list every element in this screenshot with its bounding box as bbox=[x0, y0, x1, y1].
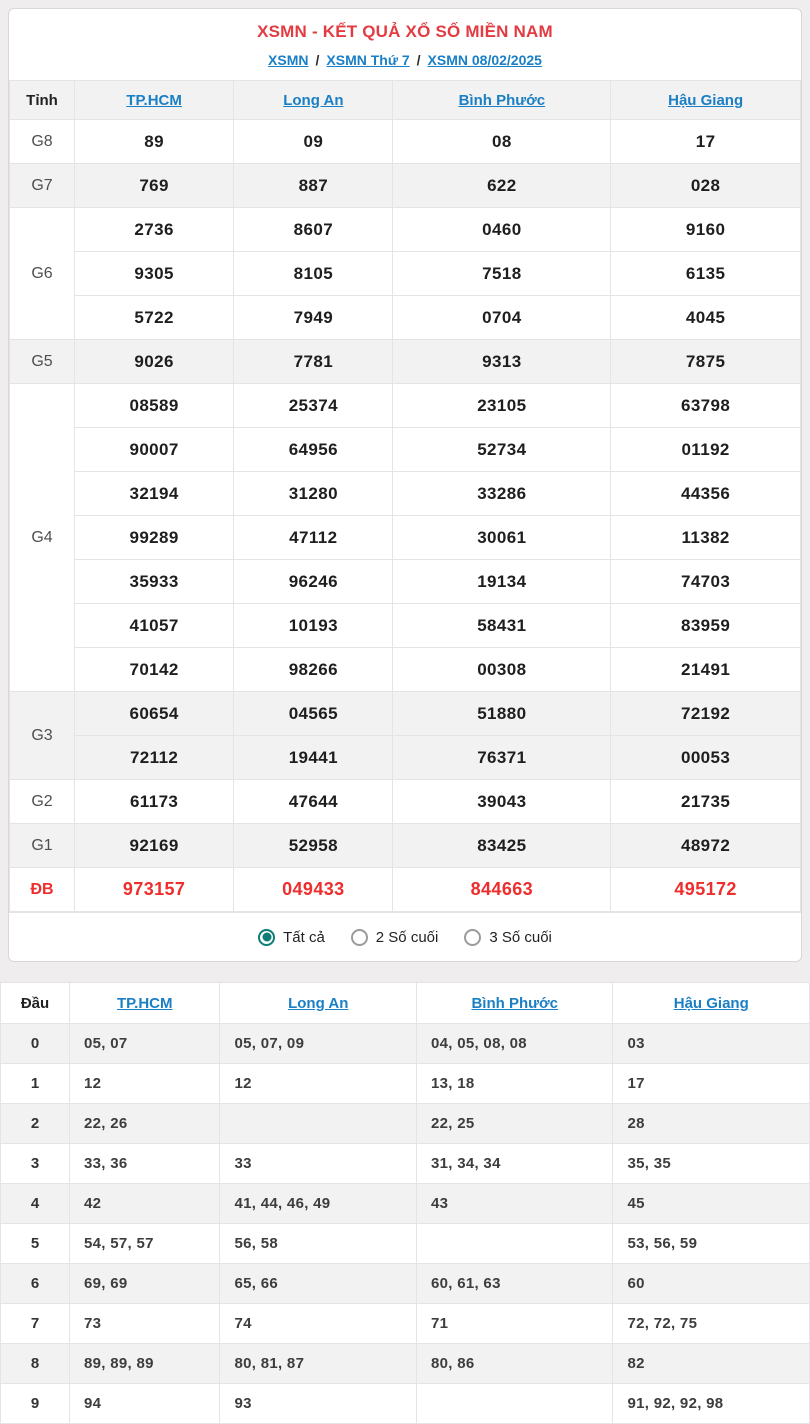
result-value: 7518 bbox=[393, 252, 611, 296]
tails-province-link-tphcm[interactable]: TP.HCM bbox=[116, 994, 173, 1012]
result-value: 5722 bbox=[75, 296, 234, 340]
result-value: 90007 bbox=[75, 428, 234, 472]
tails-value-cell: 42 bbox=[70, 1184, 220, 1224]
tails-row-4 bbox=[1, 1184, 810, 1224]
tails-digit-label: 6 bbox=[1, 1264, 70, 1304]
tails-value-cell: 33, 36 bbox=[70, 1144, 220, 1184]
breadcrumb-link-xsmn[interactable]: XSMN bbox=[268, 52, 309, 68]
province-link-haugiang[interactable]: Hậu Giang bbox=[668, 91, 744, 109]
result-value: 30061 bbox=[393, 516, 611, 560]
result-value: 9305 bbox=[75, 252, 234, 296]
result-value: 495172 bbox=[611, 868, 801, 912]
province-link-tphcm[interactable]: TP.HCM bbox=[126, 91, 182, 109]
radio-unselected-icon[interactable] bbox=[464, 929, 481, 946]
breadcrumb bbox=[9, 47, 801, 80]
filter-option-label: 2 Số cuối bbox=[375, 928, 439, 946]
result-value: 96246 bbox=[234, 560, 393, 604]
prize-label-g3: G3 bbox=[10, 692, 75, 780]
tails-value-cell: 72, 72, 75 bbox=[613, 1304, 810, 1344]
results-row-g3-1 bbox=[10, 692, 801, 736]
tails-value-cell: 65, 66 bbox=[220, 1264, 417, 1304]
result-value: 7781 bbox=[234, 340, 393, 384]
result-value: 0460 bbox=[393, 208, 611, 252]
result-value: 76371 bbox=[393, 736, 611, 780]
results-row-g4-4 bbox=[10, 516, 801, 560]
result-value: 21491 bbox=[611, 648, 801, 692]
tails-value-cell: 60 bbox=[613, 1264, 810, 1304]
tails-value-cell: 12 bbox=[220, 1064, 417, 1104]
tails-value-cell: 69, 69 bbox=[70, 1264, 220, 1304]
result-value: 769 bbox=[75, 164, 234, 208]
tails-value-cell: 80, 86 bbox=[416, 1344, 613, 1384]
tails-row-6 bbox=[1, 1264, 810, 1304]
result-value: 47112 bbox=[234, 516, 393, 560]
breadcrumb-separator: / bbox=[416, 52, 421, 68]
tails-digit-label: 8 bbox=[1, 1344, 70, 1384]
results-row-đb bbox=[10, 868, 801, 912]
result-value: 00308 bbox=[393, 648, 611, 692]
result-value: 25374 bbox=[234, 384, 393, 428]
result-value: 19441 bbox=[234, 736, 393, 780]
results-row-g4-5 bbox=[10, 560, 801, 604]
result-value: 08589 bbox=[75, 384, 234, 428]
results-row-g7 bbox=[10, 164, 801, 208]
tails-value-cell: 03 bbox=[613, 1024, 810, 1064]
results-body bbox=[10, 120, 801, 912]
result-value: 72112 bbox=[75, 736, 234, 780]
result-value: 32194 bbox=[75, 472, 234, 516]
radio-unselected-icon[interactable] bbox=[351, 929, 368, 946]
tails-province-link-haugiang[interactable]: Hậu Giang bbox=[673, 994, 749, 1012]
result-value: 48972 bbox=[611, 824, 801, 868]
result-value: 64956 bbox=[234, 428, 393, 472]
tails-value-cell bbox=[416, 1224, 613, 1264]
result-value: 58431 bbox=[393, 604, 611, 648]
filter-option-label: 3 Số cuối bbox=[489, 928, 552, 946]
result-value: 844663 bbox=[393, 868, 611, 912]
filter-option-2[interactable] bbox=[464, 929, 552, 946]
result-value: 31280 bbox=[234, 472, 393, 516]
page-title: XSMN - KẾT QUẢ XỔ SỐ MIỀN NAM bbox=[257, 22, 553, 41]
result-value: 17 bbox=[611, 120, 801, 164]
tails-value-cell bbox=[220, 1104, 417, 1144]
results-row-g4-6 bbox=[10, 604, 801, 648]
result-value: 8105 bbox=[234, 252, 393, 296]
tails-value-cell: 35, 35 bbox=[613, 1144, 810, 1184]
result-value: 83425 bbox=[393, 824, 611, 868]
tails-value-cell: 91, 92, 92, 98 bbox=[613, 1384, 810, 1424]
prize-label-g7: G7 bbox=[10, 164, 75, 208]
results-table bbox=[9, 80, 801, 912]
tails-digit-label: 4 bbox=[1, 1184, 70, 1224]
tails-value-cell: 22, 26 bbox=[70, 1104, 220, 1144]
result-value: 7949 bbox=[234, 296, 393, 340]
tails-value-cell: 22, 25 bbox=[416, 1104, 613, 1144]
result-value: 33286 bbox=[393, 472, 611, 516]
prize-label-g4: G4 bbox=[10, 384, 75, 692]
tails-corner-label: Đầu bbox=[1, 983, 70, 1024]
tails-digit-label: 3 bbox=[1, 1144, 70, 1184]
tails-value-cell: 13, 18 bbox=[416, 1064, 613, 1104]
results-row-g4-2 bbox=[10, 428, 801, 472]
tails-digit-label: 5 bbox=[1, 1224, 70, 1264]
tails-body bbox=[1, 1024, 810, 1424]
tails-value-cell: 12 bbox=[70, 1064, 220, 1104]
results-row-g2 bbox=[10, 780, 801, 824]
tails-value-cell: 33 bbox=[220, 1144, 417, 1184]
tails-value-cell: 54, 57, 57 bbox=[70, 1224, 220, 1264]
results-row-g1 bbox=[10, 824, 801, 868]
tails-province-link-binhphuoc[interactable]: Bình Phước bbox=[471, 994, 558, 1012]
result-value: 92169 bbox=[75, 824, 234, 868]
breadcrumb-link-date[interactable]: XSMN 08/02/2025 bbox=[427, 52, 542, 68]
province-header-longan bbox=[234, 81, 393, 120]
result-value: 44356 bbox=[611, 472, 801, 516]
prize-label-g6: G6 bbox=[10, 208, 75, 340]
tails-value-cell: 45 bbox=[613, 1184, 810, 1224]
tails-digit-label: 2 bbox=[1, 1104, 70, 1144]
breadcrumb-separator: / bbox=[315, 52, 320, 68]
tails-value-cell: 53, 56, 59 bbox=[613, 1224, 810, 1264]
province-link-binhphuoc[interactable]: Bình Phước bbox=[458, 91, 546, 109]
radio-selected-icon[interactable] bbox=[258, 929, 275, 946]
result-value: 0704 bbox=[393, 296, 611, 340]
result-value: 41057 bbox=[75, 604, 234, 648]
tails-digit-label: 9 bbox=[1, 1384, 70, 1424]
tails-value-cell: 56, 58 bbox=[220, 1224, 417, 1264]
result-value: 01192 bbox=[611, 428, 801, 472]
result-value: 7875 bbox=[611, 340, 801, 384]
result-value: 00053 bbox=[611, 736, 801, 780]
tails-value-cell: 05, 07 bbox=[70, 1024, 220, 1064]
province-header-binhphuoc bbox=[393, 81, 611, 120]
tails-province-header-longan bbox=[220, 983, 417, 1024]
result-value: 049433 bbox=[234, 868, 393, 912]
results-row-g4-7 bbox=[10, 648, 801, 692]
result-value: 9313 bbox=[393, 340, 611, 384]
result-value: 52958 bbox=[234, 824, 393, 868]
tails-value-cell: 93 bbox=[220, 1384, 417, 1424]
result-value: 60654 bbox=[75, 692, 234, 736]
tails-value-cell: 04, 05, 08, 08 bbox=[416, 1024, 613, 1064]
tails-value-cell: 31, 34, 34 bbox=[416, 1144, 613, 1184]
tails-digit-label: 0 bbox=[1, 1024, 70, 1064]
result-value: 99289 bbox=[75, 516, 234, 560]
tails-value-cell: 80, 81, 87 bbox=[220, 1344, 417, 1384]
tails-row-3 bbox=[1, 1144, 810, 1184]
tails-row-5 bbox=[1, 1224, 810, 1264]
tails-value-cell: 28 bbox=[613, 1104, 810, 1144]
prize-label-g8: G8 bbox=[10, 120, 75, 164]
tails-value-cell: 73 bbox=[70, 1304, 220, 1344]
prize-label-đb: ĐB bbox=[10, 868, 75, 912]
result-value: 622 bbox=[393, 164, 611, 208]
results-row-g6-1 bbox=[10, 208, 801, 252]
result-value: 08 bbox=[393, 120, 611, 164]
tails-value-cell: 74 bbox=[220, 1304, 417, 1344]
prize-label-g1: G1 bbox=[10, 824, 75, 868]
result-value: 89 bbox=[75, 120, 234, 164]
result-value: 39043 bbox=[393, 780, 611, 824]
filter-option-label: Tất cả bbox=[283, 928, 325, 946]
result-value: 21735 bbox=[611, 780, 801, 824]
result-value: 9160 bbox=[611, 208, 801, 252]
result-value: 35933 bbox=[75, 560, 234, 604]
tails-province-header-tphcm bbox=[70, 983, 220, 1024]
results-corner-label: Tỉnh bbox=[10, 81, 75, 120]
results-row-g6-3 bbox=[10, 296, 801, 340]
tails-value-cell: 71 bbox=[416, 1304, 613, 1344]
tails-value-cell: 05, 07, 09 bbox=[220, 1024, 417, 1064]
result-value: 10193 bbox=[234, 604, 393, 648]
result-value: 04565 bbox=[234, 692, 393, 736]
result-value: 98266 bbox=[234, 648, 393, 692]
results-row-g5 bbox=[10, 340, 801, 384]
tails-value-cell: 43 bbox=[416, 1184, 613, 1224]
results-row-g4-3 bbox=[10, 472, 801, 516]
breadcrumb-link-weekday[interactable]: XSMN Thứ 7 bbox=[326, 52, 410, 68]
result-value: 973157 bbox=[75, 868, 234, 912]
result-value: 028 bbox=[611, 164, 801, 208]
results-row-g3-2 bbox=[10, 736, 801, 780]
result-value: 2736 bbox=[75, 208, 234, 252]
prize-label-g2: G2 bbox=[10, 780, 75, 824]
tails-value-cell: 60, 61, 63 bbox=[416, 1264, 613, 1304]
tails-digit-label: 1 bbox=[1, 1064, 70, 1104]
prize-label-g5: G5 bbox=[10, 340, 75, 384]
tails-row-9 bbox=[1, 1384, 810, 1424]
results-header-row bbox=[10, 81, 801, 120]
result-value: 72192 bbox=[611, 692, 801, 736]
tails-value-cell: 17 bbox=[613, 1064, 810, 1104]
tails-value-cell: 94 bbox=[70, 1384, 220, 1424]
tails-row-0 bbox=[1, 1024, 810, 1064]
tails-province-header-binhphuoc bbox=[416, 983, 613, 1024]
result-value: 887 bbox=[234, 164, 393, 208]
tails-value-cell: 82 bbox=[613, 1344, 810, 1384]
tails-row-1 bbox=[1, 1064, 810, 1104]
result-value: 09 bbox=[234, 120, 393, 164]
tails-header-row bbox=[1, 983, 810, 1024]
results-row-g6-2 bbox=[10, 252, 801, 296]
result-value: 47644 bbox=[234, 780, 393, 824]
result-value: 83959 bbox=[611, 604, 801, 648]
tails-digit-label: 7 bbox=[1, 1304, 70, 1344]
result-value: 70142 bbox=[75, 648, 234, 692]
result-value: 63798 bbox=[611, 384, 801, 428]
tails-province-link-longan[interactable]: Long An bbox=[288, 994, 349, 1012]
results-row-g8 bbox=[10, 120, 801, 164]
tail-filter bbox=[9, 912, 801, 961]
province-link-longan[interactable]: Long An bbox=[283, 91, 344, 109]
result-value: 6135 bbox=[611, 252, 801, 296]
province-header-haugiang bbox=[611, 81, 801, 120]
result-value: 74703 bbox=[611, 560, 801, 604]
tails-row-7 bbox=[1, 1304, 810, 1344]
result-value: 11382 bbox=[611, 516, 801, 560]
tails-value-cell bbox=[416, 1384, 613, 1424]
result-value: 4045 bbox=[611, 296, 801, 340]
province-header-tphcm bbox=[75, 81, 234, 120]
tails-row-2 bbox=[1, 1104, 810, 1144]
result-value: 19134 bbox=[393, 560, 611, 604]
tails-value-cell: 41, 44, 46, 49 bbox=[220, 1184, 417, 1224]
tails-row-8 bbox=[1, 1344, 810, 1384]
result-value: 51880 bbox=[393, 692, 611, 736]
results-row-g4-1 bbox=[10, 384, 801, 428]
result-value: 52734 bbox=[393, 428, 611, 472]
result-value: 9026 bbox=[75, 340, 234, 384]
filter-option-1[interactable] bbox=[351, 929, 439, 946]
result-value: 61173 bbox=[75, 780, 234, 824]
tails-province-header-haugiang bbox=[613, 983, 810, 1024]
tails-table bbox=[0, 982, 810, 1424]
filter-option-0[interactable] bbox=[258, 929, 325, 946]
result-value: 23105 bbox=[393, 384, 611, 428]
results-card bbox=[8, 8, 802, 962]
tails-value-cell: 89, 89, 89 bbox=[70, 1344, 220, 1384]
result-value: 8607 bbox=[234, 208, 393, 252]
